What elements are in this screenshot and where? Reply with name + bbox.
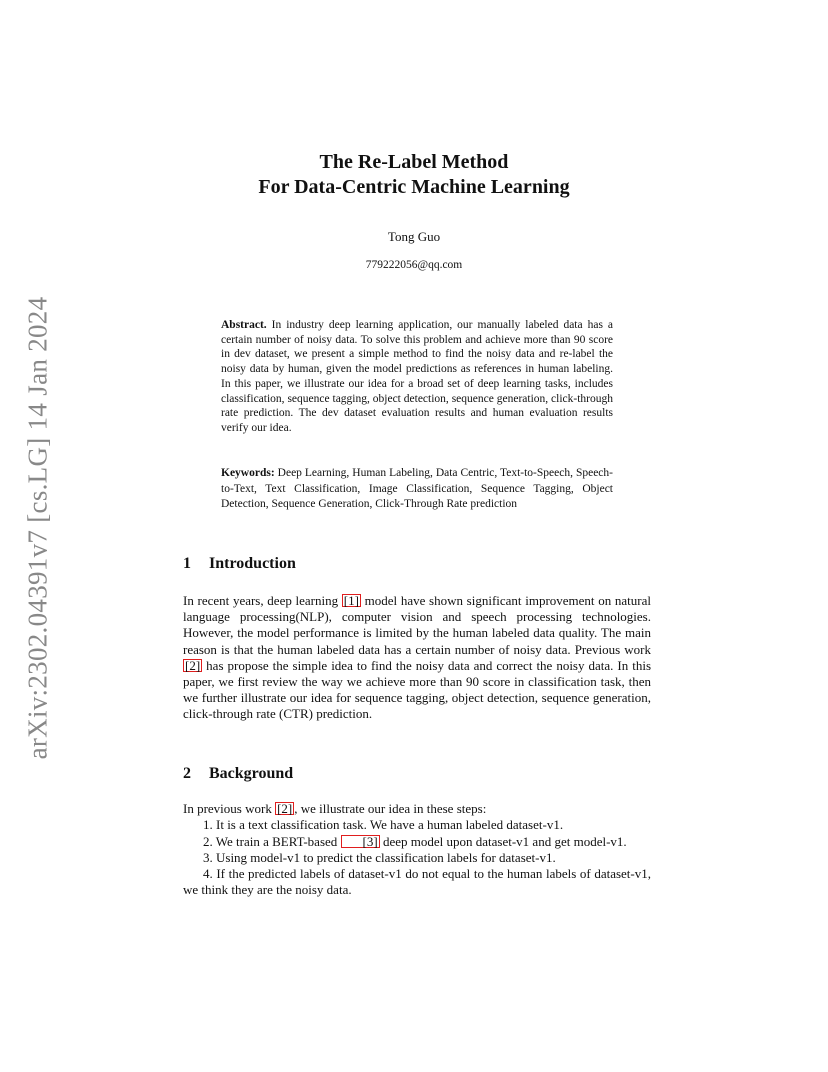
lead-text-b: , we illustrate our idea in these steps: bbox=[294, 801, 487, 816]
section-title: Introduction bbox=[209, 555, 296, 572]
lead-text-a: In previous work bbox=[183, 801, 276, 816]
section-number: 1 bbox=[183, 555, 191, 572]
section-heading-introduction bbox=[183, 555, 296, 573]
section-heading-background bbox=[183, 765, 293, 783]
section-title: Background bbox=[209, 765, 294, 782]
keywords-text: Deep Learning, Human Labeling, Data Centric, Text-to-Speech, Speech-to-Text, Text Classification, Image Classification, Sequence Tagging, Object Detection, Sequence Generation, Click-Through Rate prediction bbox=[221, 467, 613, 511]
citation-link-2[interactable]: [2] bbox=[185, 657, 201, 673]
citation-link-3[interactable]: [3] bbox=[341, 835, 380, 848]
abstract-label: Abstract. bbox=[221, 319, 267, 331]
intro-text-1: In recent years, deep learning bbox=[183, 593, 342, 608]
author-name: Tong Guo bbox=[387, 229, 441, 244]
author-email: 779222056@qq.com bbox=[365, 259, 463, 271]
step-2-text-b: deep model upon dataset-v1 and get model-v1. bbox=[379, 833, 627, 849]
abstract bbox=[221, 318, 613, 436]
introduction-paragraph bbox=[183, 593, 651, 723]
citation-link-2[interactable]: [2] bbox=[277, 801, 293, 816]
background-lead bbox=[183, 801, 651, 817]
abstract-text: In industry deep learning application, our manually labeled data has a certain number of noisy data. To solve this problem and achieve more than 90 score in dev dataset, we present a simple method to find the noisy data and re-label the noisy data by human, given the model predictions as references in human labeling. In this paper, we illustrate our idea for a broad set of deep learning tasks, includes classification, sequence tagging, object detection, sequence generation, click-through rate prediction. The dev dataset evaluation results and human evaluation results verify our idea. bbox=[221, 319, 614, 434]
arxiv-identifier-stamp: arXiv:2302.04391v7 [cs.LG] 14 Jan 2024 bbox=[22, 296, 53, 760]
title-line-2: For Data-Centric Machine Learning bbox=[258, 176, 570, 198]
keywords-label: Keywords: bbox=[221, 467, 275, 479]
step-1: 1. It is a text classification task. We have a human labeled dataset-v1. bbox=[203, 817, 564, 833]
step-2 bbox=[183, 834, 651, 850]
step-3: 3. Using model-v1 to predict the classification labels for dataset-v1. bbox=[203, 849, 556, 865]
intro-text-3: has propose the simple idea to find the noisy data and correct the noisy data. In this paper, we first review the way we achieve more than 90 score in classification task, then we further illustrate our idea for sequence tagging, object detection, sequence generation, click-through rate (CTR) prediction. bbox=[183, 657, 651, 722]
title-line-1: The Re-Label Method bbox=[319, 151, 509, 173]
background-steps bbox=[183, 801, 651, 899]
step-4: 4. If the predicted labels of dataset-v1 do not equal to the human labels of dataset-v1, we think they are the noisy data. bbox=[183, 866, 651, 898]
keywords bbox=[221, 466, 613, 513]
paper-title bbox=[0, 150, 828, 200]
section-number: 2 bbox=[183, 765, 191, 782]
step-2-text-a: 2. We train a BERT-based bbox=[203, 833, 341, 849]
citation-link-1[interactable]: [1] bbox=[343, 593, 359, 608]
intro-text-2: model have shown significant improvement on natural language processing(NLP), computer vision and speech processing technologies. However, the model performance is limited by the human labeled data quality. The main reason is that the human labeled data has a certain number of noisy data. Previous work bbox=[183, 593, 651, 657]
